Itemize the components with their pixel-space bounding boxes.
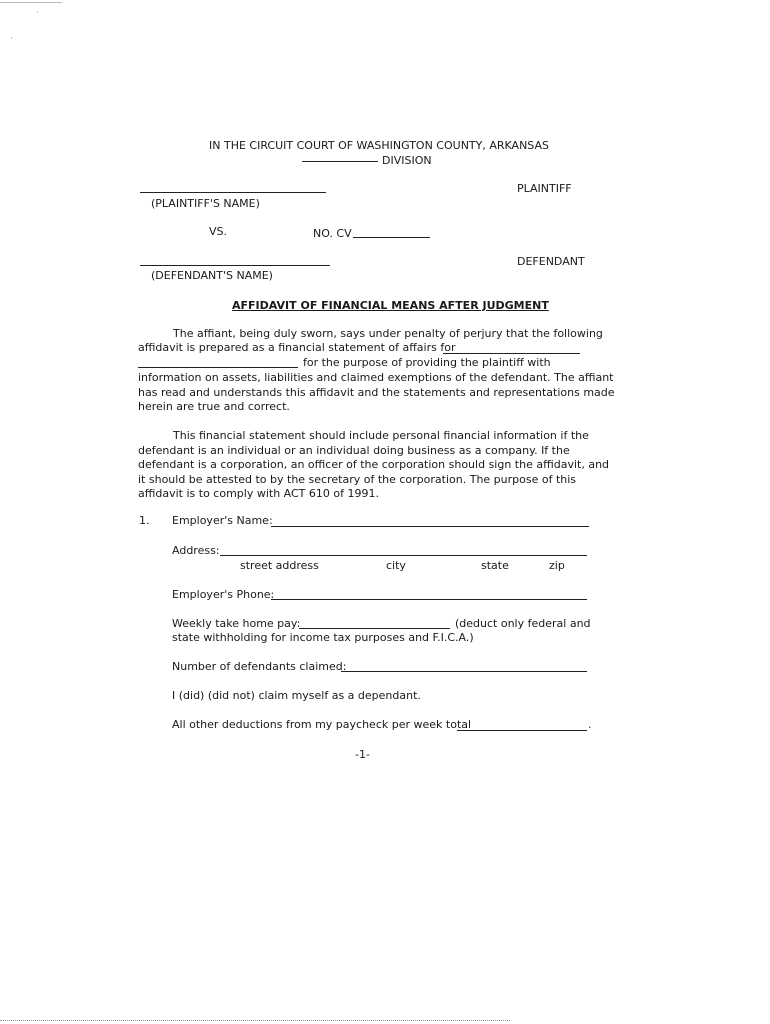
defendant-name-blank[interactable] xyxy=(140,265,330,266)
weekly-pay-label: Weekly take home pay: xyxy=(172,617,301,630)
defendant-role: DEFENDANT xyxy=(517,255,585,268)
address-state-caption: state xyxy=(481,559,509,572)
address-label: Address: xyxy=(172,544,220,557)
dependant-statement: I (did) (did not) claim myself as a dependant. xyxy=(172,689,421,702)
defendants-claimed-label: Number of defendants claimed: xyxy=(172,660,347,673)
other-deductions-field[interactable] xyxy=(457,730,587,731)
address-street-caption: street address xyxy=(240,559,319,572)
other-deductions-period: . xyxy=(588,718,592,731)
section-number: 1. xyxy=(139,514,150,527)
notice-line-3: defendant is a corporation, an officer of the corporation should sign the affidavit, and xyxy=(138,458,610,471)
case-number-label: NO. CV xyxy=(313,227,352,240)
affairs-for-blank-2[interactable] xyxy=(138,367,298,368)
weekly-pay-note-2: state withholding for income tax purposes and F.I.C.A.) xyxy=(172,631,474,644)
weekly-pay-note-1: (deduct only federal and xyxy=(455,617,591,630)
scan-speck: · xyxy=(10,34,13,44)
scan-artifact-line xyxy=(0,2,62,3)
division-label: DIVISION xyxy=(382,154,432,167)
employer-name-label: Employer's Name: xyxy=(172,514,273,527)
notice-line-5: affidavit is to comply with ACT 610 of 1991. xyxy=(138,487,379,500)
division-blank[interactable] xyxy=(302,161,378,162)
scan-speck: · xyxy=(36,8,39,18)
address-field[interactable] xyxy=(220,555,587,556)
notice-line-1: This financial statement should include personal financial information if the xyxy=(173,429,589,442)
intro-line-5: has read and understands this affidavit and the statements and representations made xyxy=(138,386,615,399)
defendants-claimed-field[interactable] xyxy=(341,671,587,672)
other-deductions-label: All other deductions from my paycheck per week total xyxy=(172,718,472,731)
weekly-pay-field[interactable] xyxy=(299,628,450,629)
intro-line-2: affidavit is prepared as a financial statement of affairs for xyxy=(138,341,456,354)
plaintiff-name-label: (PLAINTIFF'S NAME) xyxy=(151,197,260,210)
document-title: AFFIDAVIT OF FINANCIAL MEANS AFTER JUDGMENT xyxy=(232,299,549,312)
address-city-caption: city xyxy=(386,559,406,572)
defendant-name-label: (DEFENDANT'S NAME) xyxy=(151,269,273,282)
affairs-for-blank[interactable] xyxy=(443,353,580,354)
scan-bottom-edge xyxy=(0,1020,510,1021)
notice-line-4: it should be attested to by the secretary of the corporation. The purpose of this xyxy=(138,473,577,486)
intro-line-3: for the purpose of providing the plaintiff with xyxy=(303,356,551,369)
vs-label: VS. xyxy=(209,225,228,238)
employer-phone-label: Employer's Phone: xyxy=(172,588,275,601)
court-header: IN THE CIRCUIT COURT OF WASHINGTON COUNTY, ARKANSAS xyxy=(209,139,549,152)
plaintiff-role: PLAINTIFF xyxy=(517,182,572,195)
intro-line-1: The affiant, being duly sworn, says under penalty of perjury that the following xyxy=(173,327,603,340)
plaintiff-name-blank[interactable] xyxy=(140,192,326,193)
notice-line-2: defendant is an individual or an individual doing business as a company. If the xyxy=(138,444,570,457)
case-number-blank[interactable] xyxy=(353,237,430,238)
employer-name-field[interactable] xyxy=(271,526,589,527)
address-zip-caption: zip xyxy=(549,559,565,572)
page-number: -1- xyxy=(355,748,370,761)
intro-line-6: herein are true and correct. xyxy=(138,400,290,413)
employer-phone-field[interactable] xyxy=(271,599,587,600)
intro-line-4: information on assets, liabilities and claimed exemptions of the defendant. The affiant xyxy=(138,371,614,384)
